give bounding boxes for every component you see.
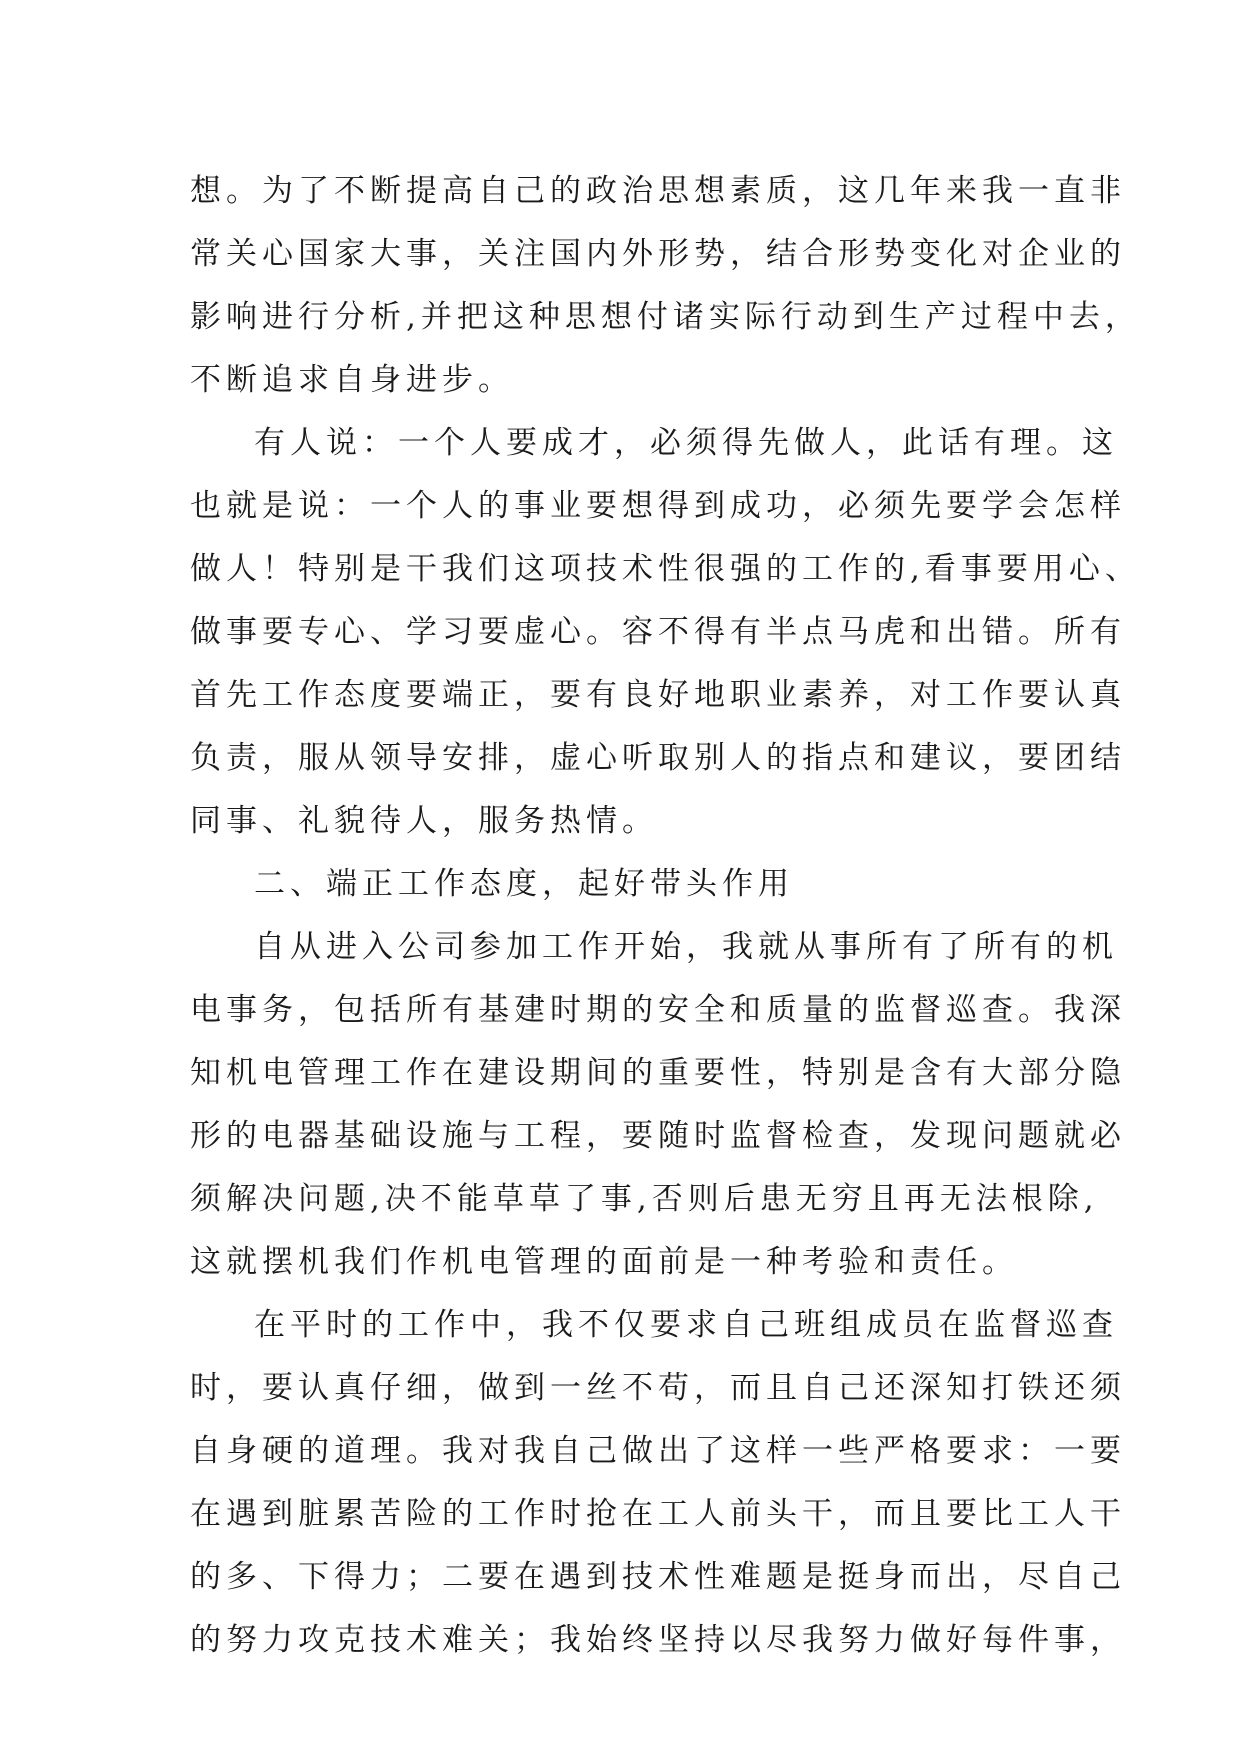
text-line: 知机电管理工作在建设期间的重要性，特别是含有大部分隐 [190,1055,1126,1091]
text-line: 首先工作态度要端正，要有良好地职业素养，对工作要认真 [190,677,1126,713]
text-line: 常关心国家大事，关注国内外形势，结合形势变化对企业的 [190,236,1126,272]
text-line: 负责，服从领导安排，虚心听取别人的指点和建议，要团结 [190,740,1126,776]
paragraph-first-line: 自从进入公司参加工作开始，我就从事所有了所有的机 [254,929,1118,965]
text-line: 影响进行分析,并把这种思想付诸实际行动到生产过程中去， [190,299,1141,335]
text-line: 做人！特别是干我们这项技术性很强的工作的,看事要用心、 [190,551,1141,587]
text-line: 的努力攻克技术难关；我始终坚持以尽我努力做好每件事， [190,1622,1126,1658]
text-line: 的多、下得力；二要在遇到技术性难题是挺身而出，尽自己 [190,1559,1126,1595]
paragraph-first-line: 在平时的工作中，我不仅要求自己班组成员在监督巡查 [254,1307,1118,1343]
text-line: 想。为了不断提高自己的政治思想素质，这几年来我一直非 [190,173,1126,209]
text-line: 电事务，包括所有基建时期的安全和质量的监督巡查。我深 [190,992,1126,1028]
text-line: 这就摆机我们作机电管理的面前是一种考验和责任。 [190,1244,1018,1280]
text-line: 也就是说：一个人的事业要想得到成功，必须先要学会怎样 [190,488,1126,524]
body-text [190,160,1141,1672]
section-heading: 二、端正工作态度，起好带头作用 [254,866,794,902]
text-line: 形的电器基础设施与工程，要随时监督检查，发现问题就必 [190,1118,1126,1154]
text-line: 做事要专心、学习要虚心。容不得有半点马虎和出错。所有 [190,614,1126,650]
paragraph-first-line: 有人说：一个人要成才，必须得先做人，此话有理。这 [254,425,1118,461]
text-line: 不断追求自身进步。 [190,362,514,398]
text-line: 在遇到脏累苦险的工作时抢在工人前头干，而且要比工人干 [190,1496,1126,1532]
text-line: 时，要认真仔细，做到一丝不苟，而且自己还深知打铁还须 [190,1370,1126,1406]
text-line: 同事、礼貌待人，服务热情。 [190,803,658,839]
text-line: 自身硬的道理。我对我自己做出了这样一些严格要求：一要 [190,1433,1126,1469]
text-line: 须解决问题,决不能草草了事,否则后患无穷且再无法根除, [190,1181,1099,1217]
